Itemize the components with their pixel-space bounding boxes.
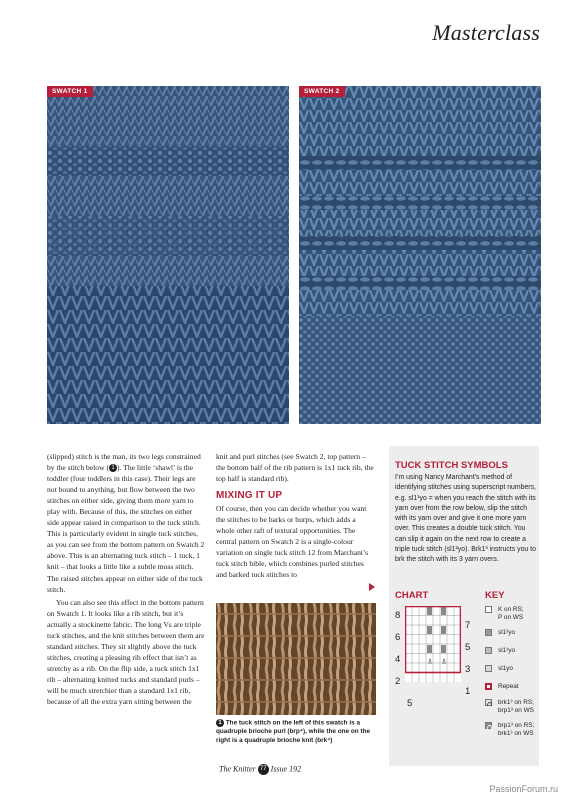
swatch-2-photo — [299, 86, 541, 424]
brioche-swatch-photo — [216, 603, 376, 715]
section-heading: MIXING IT UP — [216, 490, 283, 502]
key-label: brk1³ on RS; brp1³ on WS — [498, 699, 534, 715]
body-paragraph: Of course, then you can decide whether you want the stitches to be barks or burps, which adds a whole other raft of textural opportunities. The central pattern on Swatch 2 is a single-colour variation on single tuck stitch 12 from Marchant’s tuck stitch bible, which combines purled stitches and barked tuck stitches to — [216, 504, 369, 580]
page-number: 77 — [258, 764, 269, 775]
swatch-1-photo — [47, 86, 289, 424]
step-number-badge: 1 — [216, 719, 224, 727]
body-paragraph — [47, 451, 205, 595]
paragraph-text: ). The little ‘shawl’ is the toddler (four toddlers in this case). Their legs are not bound to anything, but flow between the two stitches on either side, giving them more yarn to play with. Because of this, the stitches on either side appear raised in comparison to the tuck stitch. This is particularly evident in single tuck stitches, as you can see from the bottom pattern on Swatch 2 above. This is an alternating tuck stitch – 1 tuck, 1 knit – that looks a little like a subtle moss stitch. The raised stitches appear on either side of the tuck stitch. — [47, 463, 205, 594]
chart-stitch-count: 5 — [407, 698, 413, 709]
body-paragraph: knit and purl stitches (see Swatch 2, top pattern – the bottom half of the rib pattern is 1x1 tuck rib, the top half is standard rib). — [216, 452, 374, 484]
tuck-stitch-sidebar — [389, 446, 539, 766]
page-footer — [219, 764, 301, 775]
key-item — [485, 606, 539, 623]
brp1-3-icon — [485, 722, 492, 729]
section-title: Masterclass — [432, 20, 540, 45]
sl1yo-icon — [485, 665, 492, 672]
swatch-2-label: SWATCH 2 — [299, 86, 345, 97]
chart-row-number: 1 — [465, 686, 471, 697]
sl1-2yo-icon — [485, 629, 492, 636]
repeat-box-icon — [485, 683, 492, 690]
issue-number: Issue 192 — [270, 764, 302, 774]
sidebar-text: I’m using Nancy Marchant’s method of identifying stitches using superscript numbers, e.g. sl1¹yo = when you reach the stitch with its yarn over from the row below, slip the stitch with its yarn over and give it one more yarn over. This creates a double tuck stitch. You can slip it again on the next row to create a triple tuck stitch (sl1²yo). Brk1³ instructs you to brk the stitch with its 3 yarn overs. — [395, 474, 536, 564]
magazine-name: The Knitter — [219, 764, 256, 774]
body-column-1 — [47, 451, 205, 707]
key-label: Repeat — [498, 683, 519, 690]
site-watermark: PassionForum.ru — [489, 784, 558, 794]
caption-text: The tuck stitch on the left of this swatch is a quadruple brioche purl (brp⁴), while the one on the right is a quadruple brioche knit (brk⁴) — [216, 719, 371, 744]
chart-row-number: 4 — [395, 654, 401, 665]
photo-caption — [216, 719, 376, 745]
paragraph-text: (slipped) stitch is the man, its two legs constrained by the stitch below ( — [47, 452, 201, 473]
chart-row-number: 2 — [395, 676, 401, 687]
continue-arrow-icon — [369, 583, 375, 591]
sidebar-heading: TUCK STITCH SYMBOLS — [395, 460, 508, 471]
sl1-1yo-icon — [485, 647, 492, 654]
key-label: K on RS; P on WS — [498, 606, 524, 622]
blank-square-icon — [485, 606, 492, 613]
chart-row-number: 7 — [465, 620, 471, 631]
chart-row-number: 5 — [465, 642, 471, 653]
key-label: sl1yo — [498, 665, 513, 672]
key-label: sl1¹yo — [498, 647, 516, 654]
brk1-3-icon — [485, 699, 492, 706]
key-label: brp1³ on RS; brk1³ on WS — [498, 722, 535, 738]
key-heading: KEY — [485, 590, 505, 601]
chart-row-number: 6 — [395, 632, 401, 643]
swatch-1-label: SWATCH 1 — [47, 86, 93, 97]
stitch-chart — [405, 606, 461, 682]
key-label: sl1²yo — [498, 629, 516, 636]
step-number-badge: 1 — [109, 464, 117, 472]
chart-heading: CHART — [395, 590, 429, 601]
chart-row-number: 3 — [465, 664, 471, 675]
body-column-2 — [216, 451, 376, 581]
body-paragraph: You can also see this effect in the bottom pattern on Swatch 1. It looks like a rib stitch, but it’s actually a stockinette fabric. The long Vs are triple tuck stitches, and the knit stitches between them are standard stitches. They sit slightly above the tuck stitches, creating a pleasing rib effect that isn’t as stretchy as a rib. On the flip side, a tuck stitch 1x1 rib – alternating knitted tucks and standard purls – will be much stretchier than a standard 1x1 rib, because of all the extra yarn sitting between the — [47, 597, 205, 707]
chart-row-number: 8 — [395, 610, 401, 621]
